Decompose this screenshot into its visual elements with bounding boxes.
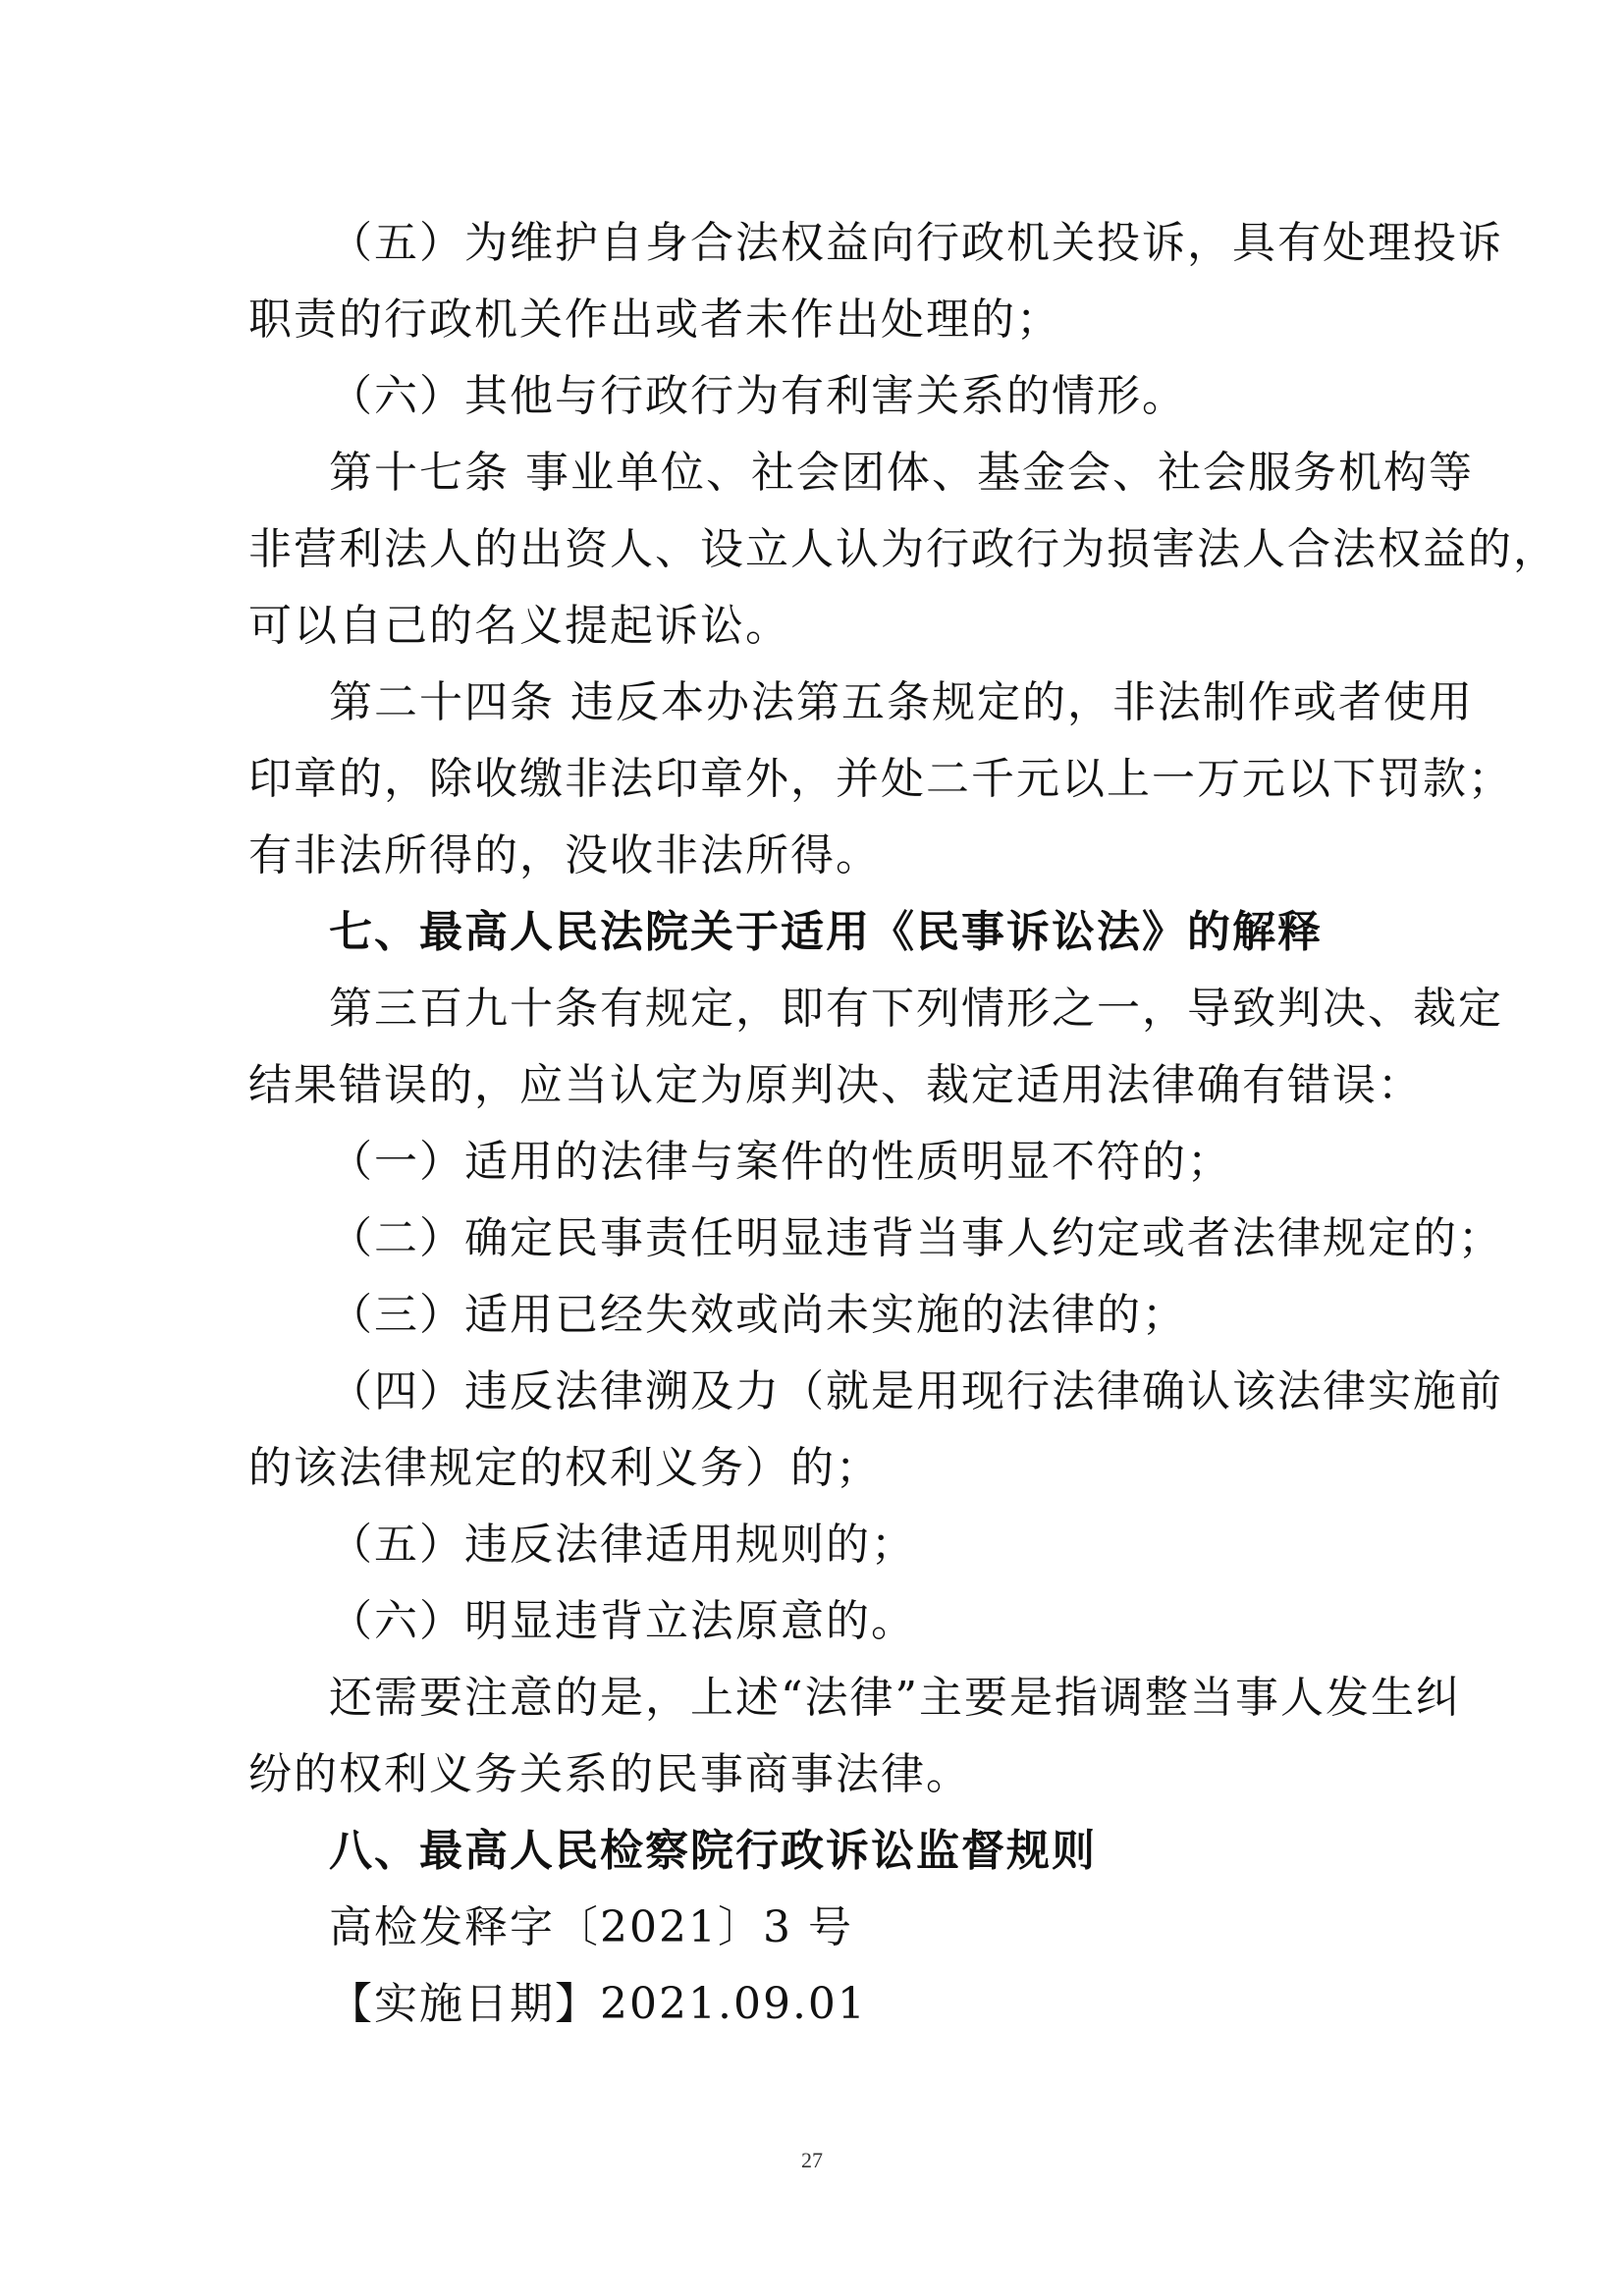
- text-line: （三）适用已经失效或尚未实施的法律的；: [329, 1290, 1187, 1340]
- text-line: 非营利法人的出资人、设立人认为行政行为损害法人合法权益的，: [248, 524, 1558, 574]
- text-line: 第十七条 事业单位、社会团体、基金会、社会服务机构等: [329, 448, 1474, 498]
- text-line: （五）为维护自身合法权益向行政机关投诉，具有处理投诉: [329, 218, 1503, 268]
- text-line: （六）明显违背立法原意的。: [329, 1596, 916, 1646]
- text-line: 第二十四条 违反本办法第五条规定的，非法制作或者使用: [329, 677, 1474, 727]
- text-line: 【实施日期】2021.09.01: [329, 1979, 867, 2029]
- text-line: 职责的行政机关作出或者未作出处理的；: [248, 294, 1061, 345]
- text-line: 纷的权利义务关系的民事商事法律。: [248, 1749, 971, 1799]
- text-line: 第三百九十条有规定，即有下列情形之一，导致判决、裁定: [329, 984, 1503, 1034]
- section-heading: 七、最高人民法院关于适用《民事诉讼法》的解释: [329, 907, 1323, 957]
- text-line: （四）违反法律溯及力（就是用现行法律确认该法律实施前: [329, 1366, 1503, 1416]
- text-line: （五）违反法律适用规则的；: [329, 1520, 916, 1570]
- text-line: 有非法所得的，没收非法所得。: [248, 830, 881, 881]
- text-line: 还需要注意的是，上述“法律”主要是指调整当事人发生纠: [329, 1673, 1461, 1723]
- text-line: 高检发释字〔2021〕3 号: [329, 1902, 853, 1952]
- page-number: 27: [801, 2148, 823, 2172]
- text-line: （六）其他与行政行为有利害关系的情形。: [329, 371, 1187, 421]
- text-line: 的该法律规定的权利义务）的；: [248, 1443, 881, 1493]
- text-line: （二）确定民事责任明显违背当事人约定或者法律规定的；: [329, 1213, 1503, 1263]
- text-line: （一）适用的法律与案件的性质明显不符的；: [329, 1137, 1232, 1187]
- text-line: 可以自己的名义提起诉讼。: [248, 601, 790, 651]
- text-line: 印章的，除收缴非法印章外，并处二千元以上一万元以下罚款；: [248, 754, 1513, 804]
- section-heading: 八、最高人民检察院行政诉讼监督规则: [329, 1826, 1097, 1876]
- text-line: 结果错误的，应当认定为原判决、裁定适用法律确有错误：: [248, 1060, 1423, 1110]
